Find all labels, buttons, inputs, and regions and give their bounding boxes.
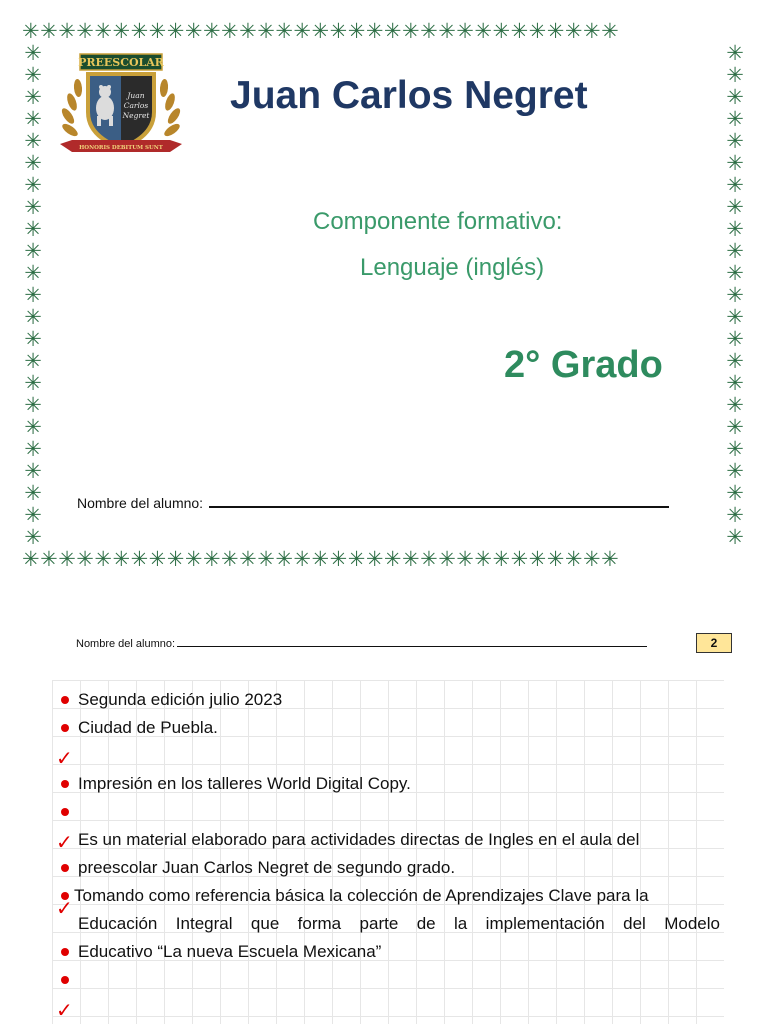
svg-text:HONORIS DEBITUM SUNT: HONORIS DEBITUM SUNT [79,145,163,151]
list-item: ✓ Es un material elaborado para actividades directas de Ingles en el aula del [56,830,640,854]
list-item: preescolar Juan Carlos Negret de segundo grado. [58,855,722,881]
list-item [58,799,722,825]
school-name-title: Juan Carlos Negret [230,74,588,117]
red-check-icon: ✓ [56,896,73,920]
flower-border-icon: ✳ ✳ ✳ ✳ ✳ ✳ ✳ ✳ ✳ ✳ ✳ ✳ ✳ ✳ ✳ ✳ ✳ ✳ ✳ ✳ ✳ ✳ ✳ [726,42,744,548]
list-item: Tomando como referencia básica la colección de Aprendizajes Clave para la [58,883,722,909]
list-item: Segunda edición julio 2023 [58,687,722,713]
grade-label: 2° Grado [504,344,663,386]
list-item: ✓ [56,746,73,770]
student-name-blank[interactable] [209,494,669,508]
svg-text:PREESCOLAR: PREESCOLAR [78,56,164,69]
student-name-field [77,494,669,511]
list-item: Educativo “La nueva Escuela Mexicana” [58,939,722,965]
page-number-badge: 2 [696,633,732,653]
svg-text:Juan: Juan [127,91,145,100]
list-item: ✓ Educación Integral que forma parte de la implementación del Modelo [58,911,722,937]
list-item: Ciudad de Puebla. [58,715,722,741]
list-item: ✓ [56,998,73,1022]
page2-student-name-label: Nombre del alumno: [76,638,176,650]
component-label: Componente formativo: [313,208,563,235]
flower-border-icon: ✳✳✳✳✳✳✳✳✳✳✳✳✳✳✳✳✳✳✳✳✳✳✳✳✳✳✳✳✳✳✳✳✳ [22,20,620,42]
svg-text:Negret: Negret [122,111,150,120]
page2-student-name-blank[interactable] [177,637,647,647]
list-item [58,967,722,993]
svg-text:Carlos: Carlos [123,101,149,110]
student-name-label: Nombre del alumno: [77,495,204,511]
page2-student-name-field [76,637,647,650]
school-crest-logo [58,52,184,160]
flower-border-icon: ✳ ✳ ✳ ✳ ✳ ✳ ✳ ✳ ✳ ✳ ✳ ✳ ✳ ✳ ✳ ✳ ✳ ✳ ✳ ✳ ✳ ✳ ✳ [24,42,42,548]
subject-label: Lenguaje (inglés) [360,254,545,281]
list-item: Impresión en los talleres World Digital Copy. [58,771,722,797]
flower-border-icon: ✳✳✳✳✳✳✳✳✳✳✳✳✳✳✳✳✳✳✳✳✳✳✳✳✳✳✳✳✳✳✳✳✳ [22,548,620,570]
